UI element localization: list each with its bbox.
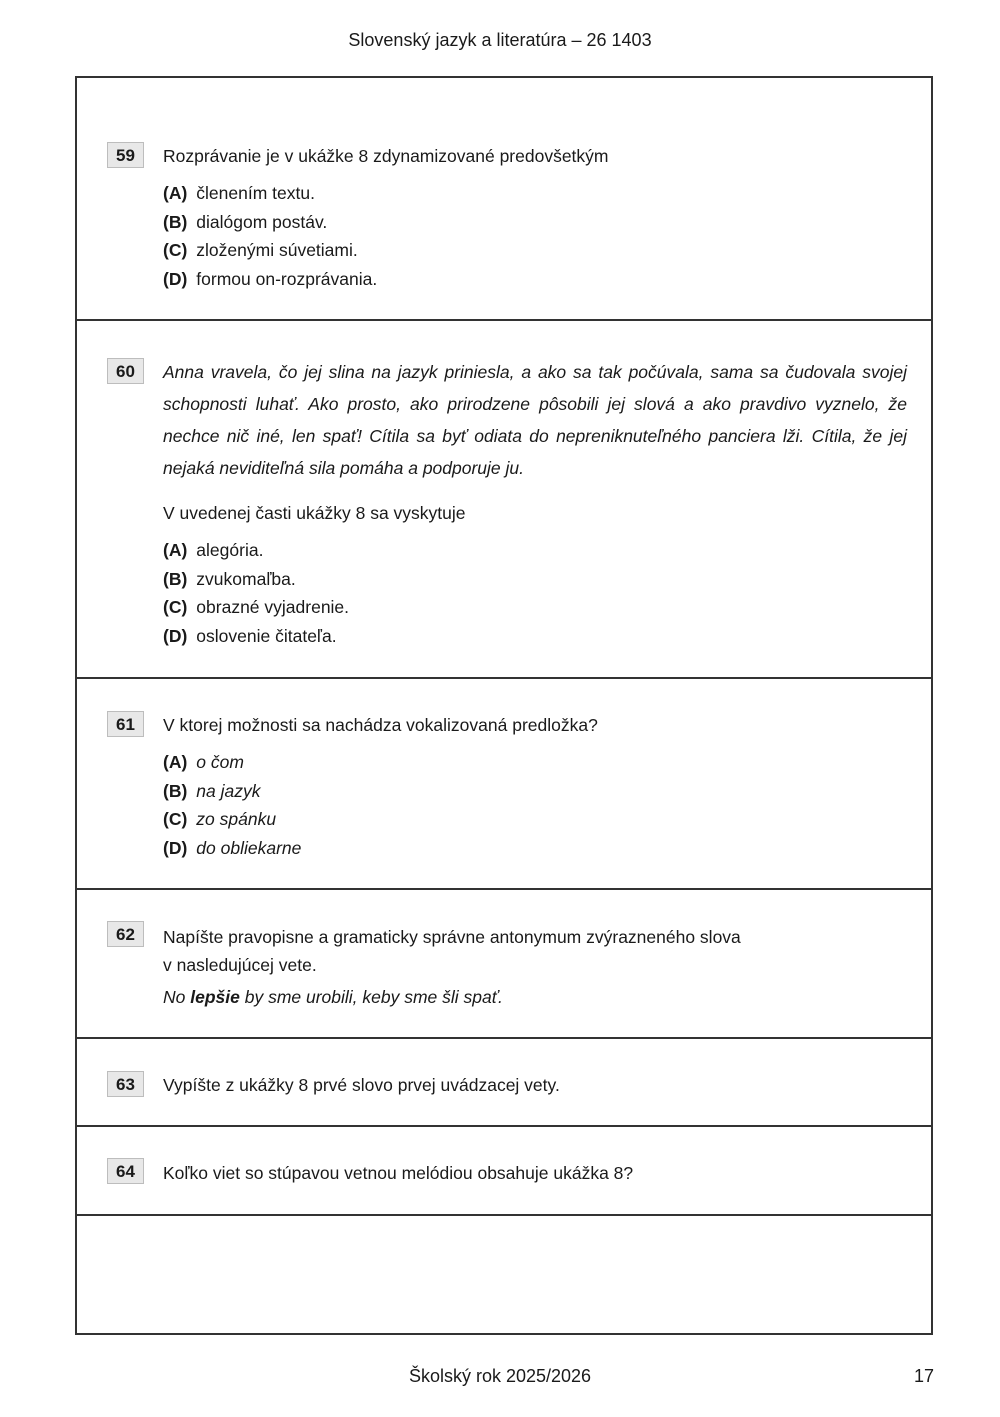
question-text: Koľko viet so stúpavou vetnou melódiou obsahuje ukážka 8? [163, 1163, 634, 1183]
options-list [163, 182, 377, 296]
question-64 [77, 1127, 931, 1216]
page-footer: Školský rok 2025/2026 [408, 1366, 592, 1386]
option-b: (B) na jazyk [163, 780, 261, 801]
option-a: (A) členením textu. [163, 183, 315, 203]
option-c: (C) zo spánku [163, 809, 277, 830]
question-text: Vypíšte z ukážky 8 prvé slovo prvej uvádzacej vety. [163, 1075, 560, 1095]
question-number: 63 [107, 1071, 144, 1097]
page-header: Slovenský jazyk a literatúra – 26 1403 [348, 30, 652, 50]
page-number: 17 [913, 1366, 934, 1386]
question-text-line-1: Napíšte pravopisne a gramaticky správne antonymum zvýrazneného slova [163, 927, 741, 947]
question-number: 60 [107, 358, 144, 384]
question-62 [77, 890, 931, 1039]
highlighted-word: lepšie [190, 987, 240, 1007]
example-sentence: No lepšie by sme urobili, keby sme šli spať. [163, 987, 503, 1007]
option-d: (D) formou on-rozprávania. [163, 268, 378, 289]
question-61 [77, 679, 931, 890]
option-b: (B) zvukomaľba. [163, 568, 296, 589]
option-a: (A) alegória. [163, 540, 264, 560]
option-d: (D) do obliekarne [163, 837, 302, 858]
options-list [163, 539, 349, 653]
question-number: 62 [107, 921, 144, 947]
empty-area [77, 1216, 931, 1333]
questions-frame [75, 76, 933, 1335]
option-b: (B) dialógom postáv. [163, 211, 328, 232]
excerpt-quote: Anna vravela, čo jej slina na jazyk priniesla, a ako sa tak počúvala, sama sa čudovala svojej schopnosti luhať. Ako prosto, ako prirodzene pôsobili jej slová a ako pravdivo vyznelo, že nechce nič iné, len spať! Cítila sa byť odiata do nepreniknuteľného panciera lži. Cítila, že jej nejaká neviditeľná sila pomáha a podporuje ju. [163, 362, 907, 478]
option-c: (C) zloženými súvetiami. [163, 240, 358, 261]
question-number: 61 [107, 711, 144, 737]
options-list [163, 751, 301, 865]
question-text-line-2: v nasledujúcej vete. [163, 955, 317, 975]
question-number: 59 [107, 142, 144, 168]
question-text: V uvedenej časti ukážky 8 sa vyskytuje [163, 503, 466, 523]
question-63 [77, 1039, 931, 1127]
question-59 [77, 78, 931, 321]
option-d: (D) oslovenie čitateľa. [163, 625, 337, 646]
question-text: Rozprávanie je v ukážke 8 zdynamizované predovšetkým [163, 146, 609, 166]
option-a: (A) o čom [163, 752, 244, 772]
question-text: V ktorej možnosti sa nachádza vokalizovaná predložka? [163, 715, 598, 735]
question-number: 64 [107, 1158, 144, 1184]
question-60 [77, 321, 931, 679]
option-c: (C) obrazné vyjadrenie. [163, 597, 350, 618]
